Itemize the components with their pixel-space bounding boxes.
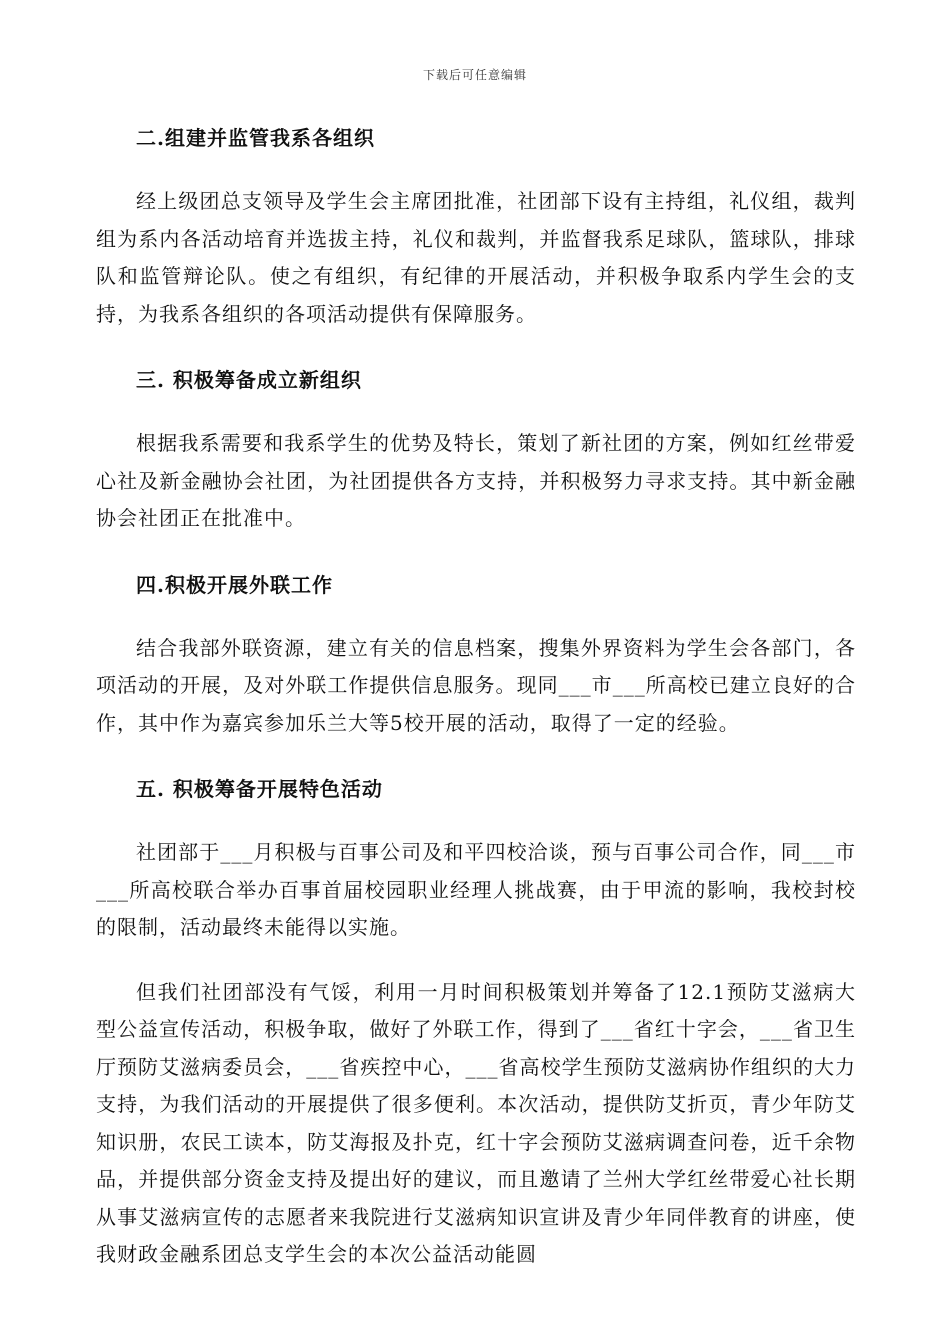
section-paragraph: 结合我部外联资源，建立有关的信息档案，搜集外界资料为学生会各部门，各项活动的开展，及对外联工作提供信息服务。现同___市___所高校已建立良好的合作，其中作为嘉宾参加乐兰大等5校开展的活动，取得了一定的经验。 <box>96 635 856 735</box>
document-body <box>96 118 856 1274</box>
section-heading-2: 二.组建并监管我系各组织 <box>136 126 375 150</box>
section-paragraph: 经上级团总支领导及学生会主席团批准，社团部下设有主持组，礼仪组，裁判组为系内各活动培育并选拔主持，礼仪和裁判，并监督我系足球队，篮球队，排球队和监管辩论队。使之有组织，有纪律的开展活动，并积极争取系内学生会的支持，为我系各组织的各项活动提供有保障服务。 <box>96 189 856 326</box>
section-heading-5: 五. 积极筹备开展特色活动 <box>136 777 383 801</box>
section-paragraph: 但我们社团部没有气馁，利用一月时间积极策划并筹备了12.1预防艾滋病大型公益宣传活动，积极争取，做好了外联工作，得到了___省红十字会，___省卫生厅预防艾滋病委员会，___省疾控中心，___省高校学生预防艾滋病协作组织的大力支持，为我们活动的开展提供了很多便利。本次活动，提供防艾折页，青少年防艾知识册，农民工读本，防艾海报及扑克，红十字会预防艾滋病调查问卷，近千余物品，并提供部分资金支持及提出好的建议，而且邀请了兰州大学红丝带爱心社长期从事艾滋病宣传的志愿者来我院进行艾滋病知识宣讲及青少年同伴教育的讲座，使我财政金融系团总支学生会的本次公益活动能圆 <box>96 979 856 1266</box>
section-paragraph: 根据我系需要和我系学生的优势及特长，策划了新社团的方案，例如红丝带爱心社及新金融协会社团，为社团提供各方支持，并积极努力寻求支持。其中新金融协会社团正在批准中。 <box>96 431 856 530</box>
section-paragraph: 社团部于___月积极与百事公司及和平四校洽谈，预与百事公司合作，同___市___所高校联合举办百事首届校园职业经理人挑战赛，由于甲流的影响，我校封校的限制，活动最终未能得以实施。 <box>96 840 856 939</box>
page-header: 下载后可任意编辑 <box>422 68 527 82</box>
section-heading-4: 四.积极开展外联工作 <box>136 572 333 597</box>
section-heading-3: 三. 积极筹备成立新组织 <box>136 368 362 392</box>
